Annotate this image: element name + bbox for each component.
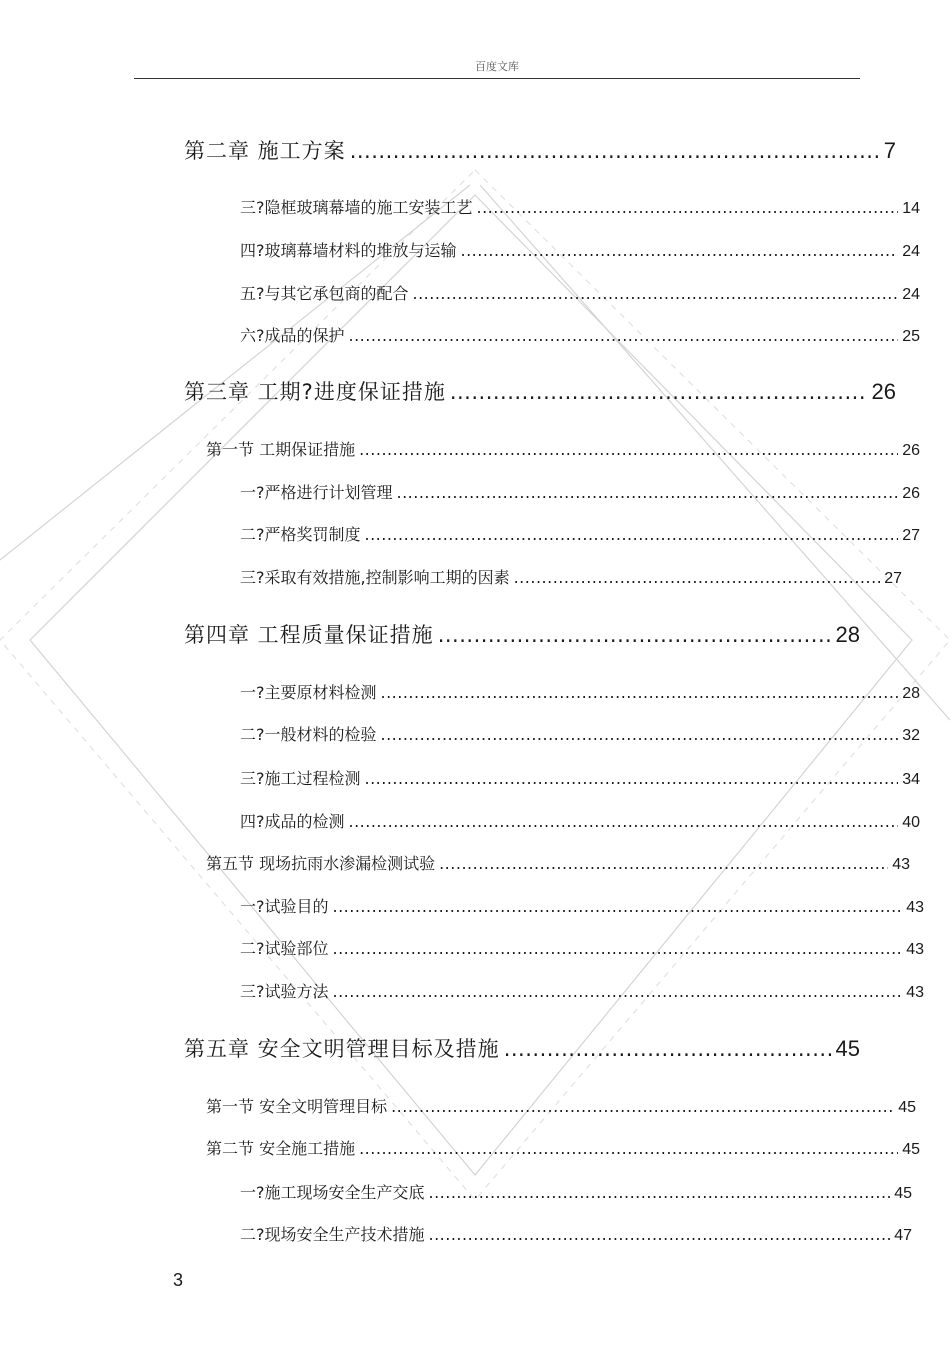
toc-item[interactable] xyxy=(240,722,920,745)
dot-leader xyxy=(429,1183,891,1202)
toc-entry-text: 第四章 工程质量保证措施 xyxy=(184,623,434,647)
dot-leader xyxy=(477,198,899,217)
toc-page-number: 24 xyxy=(902,286,920,303)
dot-leader xyxy=(349,812,899,831)
toc-chapter-2[interactable] xyxy=(184,135,896,165)
toc-entry-text: 三?施工过程检测 xyxy=(240,769,361,788)
toc-entry-text: 一?试验目的 xyxy=(240,897,329,916)
toc-page-number: 40 xyxy=(902,814,920,831)
toc-page-number: 7 xyxy=(883,138,896,163)
toc-entry-text: 二?现场安全生产技术措施 xyxy=(240,1225,425,1244)
toc-entry-text: 第一节 工期保证措施 xyxy=(206,440,356,459)
toc-item[interactable] xyxy=(240,323,920,346)
toc-page-number: 32 xyxy=(902,727,920,744)
toc-entry-text: 六?成品的保护 xyxy=(240,326,345,345)
toc-page-number: 34 xyxy=(902,771,920,788)
dot-leader xyxy=(333,982,903,1001)
dot-leader xyxy=(333,939,903,958)
toc-page-number: 43 xyxy=(906,941,924,958)
toc-entry-text: 一?施工现场安全生产交底 xyxy=(240,1183,425,1202)
dot-leader xyxy=(359,440,898,459)
dot-leader xyxy=(504,1037,832,1061)
dot-leader xyxy=(450,380,868,404)
toc-page-number: 24 xyxy=(902,243,920,260)
toc-page-number: 43 xyxy=(906,984,924,1001)
toc-page-number: 14 xyxy=(902,200,920,217)
toc-entry-text: 一?主要原材料检测 xyxy=(240,683,377,702)
toc-item[interactable] xyxy=(240,565,902,588)
toc-item[interactable] xyxy=(240,894,924,917)
dot-leader xyxy=(438,623,832,647)
toc-entry-text: 第二节 安全施工措施 xyxy=(206,1139,356,1158)
toc-entry-text: 三?试验方法 xyxy=(240,982,329,1001)
toc-entry-text: 二?严格奖罚制度 xyxy=(240,525,361,544)
toc-entry-text: 三?隐框玻璃幕墙的施工安装工艺 xyxy=(240,198,473,217)
toc-item[interactable] xyxy=(240,1222,912,1245)
toc-section[interactable] xyxy=(206,437,920,460)
dot-leader xyxy=(365,769,899,788)
page-number: 3 xyxy=(173,1270,184,1290)
toc-page-number: 45 xyxy=(835,1036,860,1061)
toc-page-number: 45 xyxy=(898,1099,916,1116)
toc-section[interactable] xyxy=(206,1094,916,1117)
toc-page-number: 28 xyxy=(902,685,920,702)
dot-leader xyxy=(429,1225,891,1244)
toc-entry-text: 第五节 现场抗雨水渗漏检测试验 xyxy=(206,854,436,873)
dot-leader xyxy=(333,897,903,916)
toc-page-number: 26 xyxy=(902,442,920,459)
dot-leader xyxy=(350,139,880,163)
toc-entry-text: 第二章 施工方案 xyxy=(184,139,346,163)
toc-chapter-3[interactable] xyxy=(184,376,896,406)
toc-chapter-5[interactable] xyxy=(184,1033,860,1063)
toc-item[interactable] xyxy=(240,1180,912,1203)
dot-leader xyxy=(381,725,899,744)
toc-page-number: 27 xyxy=(902,527,920,544)
dot-leader xyxy=(365,525,899,544)
toc-entry-text: 三?采取有效措施,控制影响工期的因素 xyxy=(240,568,510,587)
toc-entry-text: 四?成品的检测 xyxy=(240,812,345,831)
toc-item[interactable] xyxy=(240,680,920,703)
toc-item[interactable] xyxy=(240,480,920,503)
toc-entry-text: 一?严格进行计划管理 xyxy=(240,483,393,502)
toc-entry-text: 第五章 安全文明管理目标及措施 xyxy=(184,1037,500,1061)
header-divider xyxy=(134,78,860,79)
dot-leader xyxy=(514,568,881,587)
toc-entry-text: 第一节 安全文明管理目标 xyxy=(206,1097,388,1116)
toc-entry-text: 五?与其它承包商的配合 xyxy=(240,284,409,303)
toc-entry-text: 二?试验部位 xyxy=(240,939,329,958)
dot-leader xyxy=(461,241,899,260)
toc-section[interactable] xyxy=(206,851,910,874)
toc-section[interactable] xyxy=(206,1136,920,1159)
toc-page-number: 43 xyxy=(906,899,924,916)
header-title: 百度文库 xyxy=(475,60,519,73)
toc-page-number: 26 xyxy=(871,379,896,404)
toc-item[interactable] xyxy=(240,766,920,789)
dot-leader xyxy=(391,1097,894,1116)
toc-entry-text: 二?一般材料的检验 xyxy=(240,725,377,744)
dot-leader xyxy=(359,1139,898,1158)
toc-page-number: 45 xyxy=(902,1141,920,1158)
toc-page-number: 27 xyxy=(884,570,902,587)
toc-item[interactable] xyxy=(240,936,924,959)
toc-item[interactable] xyxy=(240,195,920,218)
toc-entry-text: 第三章 工期?进度保证措施 xyxy=(184,380,446,404)
toc-item[interactable] xyxy=(240,979,924,1002)
toc-page-number: 47 xyxy=(894,1227,912,1244)
toc-page-number: 25 xyxy=(902,328,920,345)
dot-leader xyxy=(413,284,899,303)
toc-item[interactable] xyxy=(240,281,920,304)
toc-page-number: 43 xyxy=(892,856,910,873)
toc-page-number: 26 xyxy=(902,485,920,502)
dot-leader xyxy=(349,326,899,345)
toc-item[interactable] xyxy=(240,809,920,832)
toc-entry-text: 四?玻璃幕墙材料的堆放与运输 xyxy=(240,241,457,260)
toc-page-number: 45 xyxy=(894,1185,912,1202)
toc-item[interactable] xyxy=(240,522,920,545)
dot-leader xyxy=(381,683,899,702)
toc-item[interactable] xyxy=(240,238,920,261)
dot-leader xyxy=(397,483,899,502)
toc-page-number: 28 xyxy=(835,622,860,647)
dot-leader xyxy=(439,854,888,873)
toc-chapter-4[interactable] xyxy=(184,619,860,649)
